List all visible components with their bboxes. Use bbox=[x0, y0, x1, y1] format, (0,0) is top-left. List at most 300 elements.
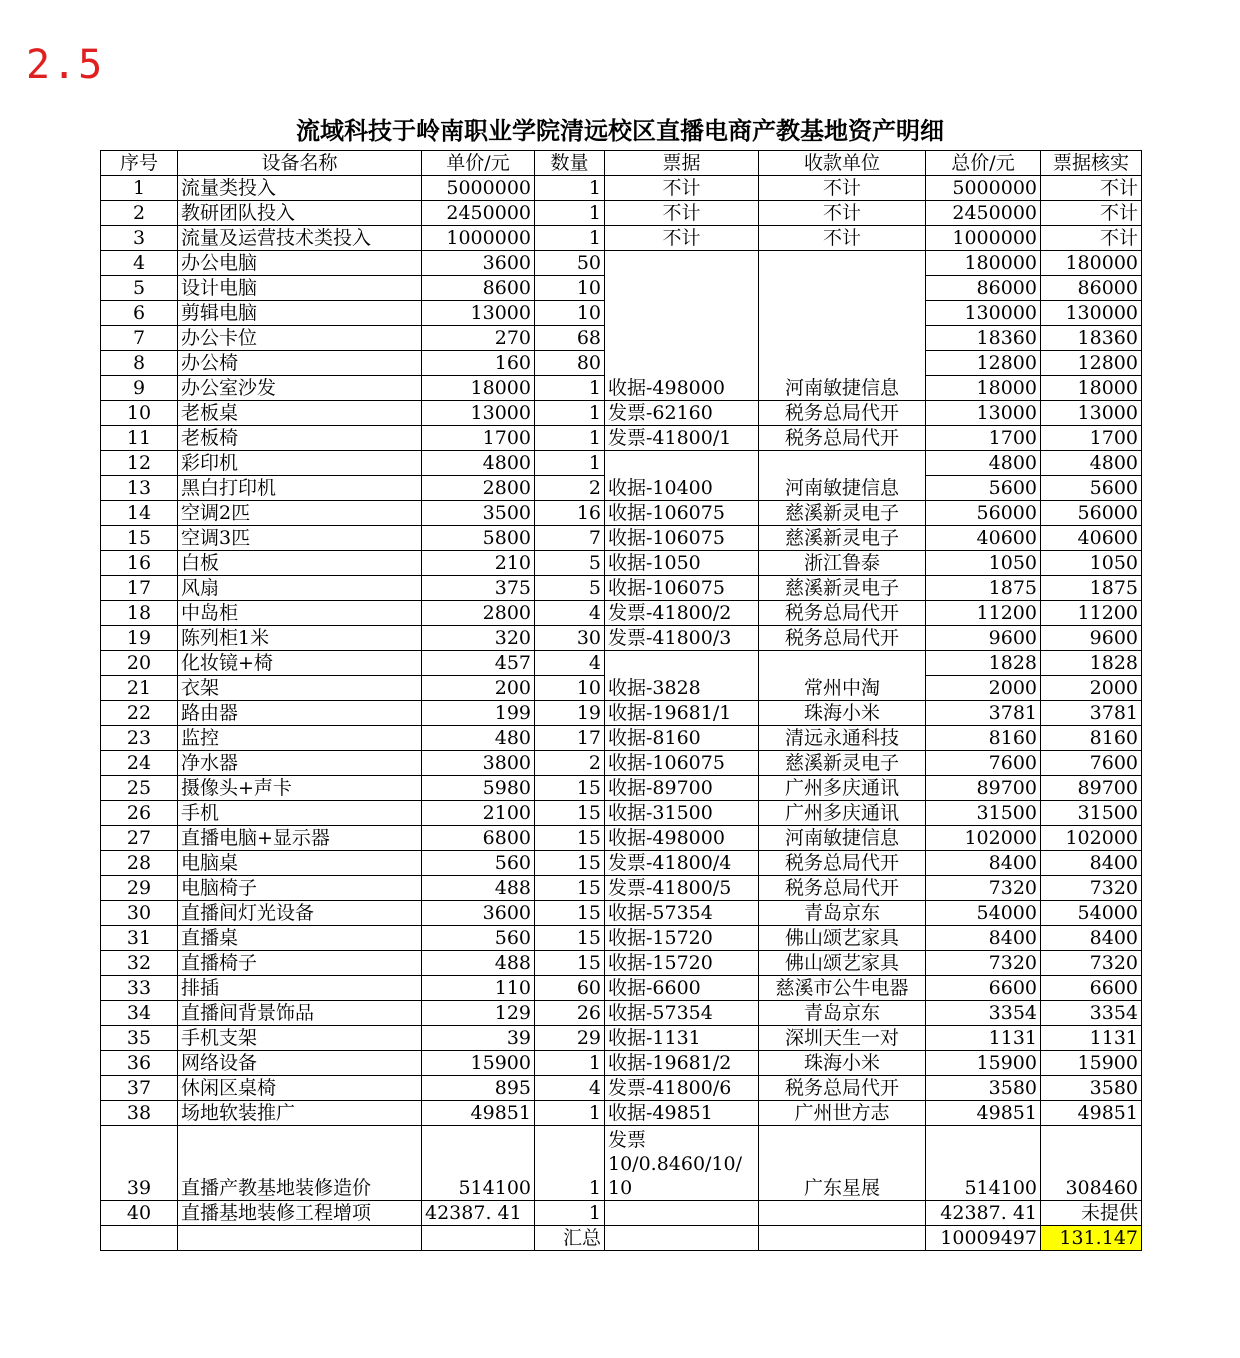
total-price: 1050 bbox=[926, 551, 1041, 576]
receipt-verification: 未提供 bbox=[1041, 1201, 1142, 1226]
quantity: 5 bbox=[535, 576, 605, 601]
payee-cell: 珠海小米 bbox=[759, 1051, 926, 1076]
payee-cell: 慈溪新灵电子 bbox=[759, 501, 926, 526]
equipment-name: 流量类投入 bbox=[178, 176, 422, 201]
row-number: 6 bbox=[101, 301, 178, 326]
quantity: 1 bbox=[535, 1126, 605, 1201]
row-number: 20 bbox=[101, 651, 178, 676]
receipt-cell: 收据-106075 bbox=[605, 576, 759, 601]
equipment-name: 办公椅 bbox=[178, 351, 422, 376]
receipt-cell: 发票-41800/6 bbox=[605, 1076, 759, 1101]
unit-price: 320 bbox=[422, 626, 535, 651]
header-cell: 数量 bbox=[535, 151, 605, 176]
equipment-name: 空调3匹 bbox=[178, 526, 422, 551]
row-number: 18 bbox=[101, 601, 178, 626]
quantity: 15 bbox=[535, 851, 605, 876]
equipment-name: 设计电脑 bbox=[178, 276, 422, 301]
equipment-name: 直播椅子 bbox=[178, 951, 422, 976]
unit-price: 129 bbox=[422, 1001, 535, 1026]
receipt-verification: 12800 bbox=[1041, 351, 1142, 376]
row-number: 9 bbox=[101, 376, 178, 401]
table-row bbox=[101, 1076, 1142, 1101]
row-number: 12 bbox=[101, 451, 178, 476]
unit-price: 6800 bbox=[422, 826, 535, 851]
receipt-verification: 不计 bbox=[1041, 201, 1142, 226]
unit-price: 5800 bbox=[422, 526, 535, 551]
equipment-name: 直播间灯光设备 bbox=[178, 901, 422, 926]
quantity: 5 bbox=[535, 551, 605, 576]
unit-price: 15900 bbox=[422, 1051, 535, 1076]
receipt-cell: 收据-19681/1 bbox=[605, 701, 759, 726]
total-price: 12800 bbox=[926, 351, 1041, 376]
payee-cell: 慈溪新灵电子 bbox=[759, 576, 926, 601]
unit-price: 39 bbox=[422, 1026, 535, 1051]
equipment-name: 网络设备 bbox=[178, 1051, 422, 1076]
total-price: 9600 bbox=[926, 626, 1041, 651]
payee-cell: 清远永通科技 bbox=[759, 726, 926, 751]
unit-price: 560 bbox=[422, 851, 535, 876]
receipt-cell: 收据-15720 bbox=[605, 926, 759, 951]
payee-cell: 深圳天生一对 bbox=[759, 1026, 926, 1051]
total-price: 1000000 bbox=[926, 226, 1041, 251]
quantity: 15 bbox=[535, 926, 605, 951]
quantity: 15 bbox=[535, 901, 605, 926]
equipment-name: 净水器 bbox=[178, 751, 422, 776]
table-row bbox=[101, 751, 1142, 776]
row-number: 33 bbox=[101, 976, 178, 1001]
payee-cell: 河南敏捷信息 bbox=[759, 451, 926, 501]
receipt-verification: 308460 bbox=[1041, 1126, 1142, 1201]
equipment-name: 陈列柜1米 bbox=[178, 626, 422, 651]
equipment-name: 直播电脑+显示器 bbox=[178, 826, 422, 851]
payee-cell: 税务总局代开 bbox=[759, 876, 926, 901]
quantity: 1 bbox=[535, 226, 605, 251]
equipment-name: 办公电脑 bbox=[178, 251, 422, 276]
receipt-verification: 3580 bbox=[1041, 1076, 1142, 1101]
row-number: 25 bbox=[101, 776, 178, 801]
receipt-verification: 3781 bbox=[1041, 701, 1142, 726]
quantity: 1 bbox=[535, 376, 605, 401]
row-number: 14 bbox=[101, 501, 178, 526]
receipt-cell: 收据-498000 bbox=[605, 251, 759, 401]
row-number: 22 bbox=[101, 701, 178, 726]
payee-cell: 税务总局代开 bbox=[759, 626, 926, 651]
unit-price: 210 bbox=[422, 551, 535, 576]
quantity: 1 bbox=[535, 426, 605, 451]
total-price: 11200 bbox=[926, 601, 1041, 626]
quantity: 19 bbox=[535, 701, 605, 726]
unit-price: 3600 bbox=[422, 251, 535, 276]
sheet-title: 流域科技于岭南职业学院清远校区直播电商产教基地资产明细 bbox=[296, 117, 944, 145]
unit-price: 42387. 41 bbox=[422, 1201, 535, 1226]
row-number: 36 bbox=[101, 1051, 178, 1076]
payee-cell: 不计 bbox=[759, 201, 926, 226]
table-row bbox=[101, 426, 1142, 451]
equipment-name: 直播间背景饰品 bbox=[178, 1001, 422, 1026]
equipment-name: 直播产教基地装修造价 bbox=[178, 1126, 422, 1201]
receipt-cell: 发票-41800/3 bbox=[605, 626, 759, 651]
table-row bbox=[101, 1126, 1142, 1201]
unit-price: 270 bbox=[422, 326, 535, 351]
quantity: 15 bbox=[535, 876, 605, 901]
header-cell: 总价/元 bbox=[926, 151, 1041, 176]
table-row bbox=[101, 1201, 1142, 1226]
payee-cell: 广州多庆通讯 bbox=[759, 776, 926, 801]
quantity: 4 bbox=[535, 601, 605, 626]
row-number: 17 bbox=[101, 576, 178, 601]
equipment-name: 剪辑电脑 bbox=[178, 301, 422, 326]
receipt-cell: 收据-1131 bbox=[605, 1026, 759, 1051]
total-price: 2450000 bbox=[926, 201, 1041, 226]
summary-row bbox=[101, 1226, 1142, 1251]
payee-cell: 税务总局代开 bbox=[759, 401, 926, 426]
table-row bbox=[101, 701, 1142, 726]
total-price: 4800 bbox=[926, 451, 1041, 476]
equipment-name: 电脑桌 bbox=[178, 851, 422, 876]
table-row bbox=[101, 826, 1142, 851]
equipment-name: 路由器 bbox=[178, 701, 422, 726]
table-row bbox=[101, 651, 1142, 676]
receipt-cell: 不计 bbox=[605, 201, 759, 226]
equipment-name: 风扇 bbox=[178, 576, 422, 601]
receipt-cell: 收据-19681/2 bbox=[605, 1051, 759, 1076]
receipt-cell: 收据-106075 bbox=[605, 501, 759, 526]
total-price: 31500 bbox=[926, 801, 1041, 826]
equipment-name: 摄像头+声卡 bbox=[178, 776, 422, 801]
quantity: 1 bbox=[535, 451, 605, 476]
unit-price: 1000000 bbox=[422, 226, 535, 251]
table-row bbox=[101, 176, 1142, 201]
unit-price: 488 bbox=[422, 951, 535, 976]
unit-price: 5000000 bbox=[422, 176, 535, 201]
receipt-verification: 8400 bbox=[1041, 926, 1142, 951]
receipt-verification: 40600 bbox=[1041, 526, 1142, 551]
total-price: 56000 bbox=[926, 501, 1041, 526]
unit-price: 49851 bbox=[422, 1101, 535, 1126]
equipment-name: 老板椅 bbox=[178, 426, 422, 451]
receipt-verification: 86000 bbox=[1041, 276, 1142, 301]
row-number: 39 bbox=[101, 1126, 178, 1201]
total-price: 1828 bbox=[926, 651, 1041, 676]
unit-price: 3500 bbox=[422, 501, 535, 526]
receipt-verification: 18360 bbox=[1041, 326, 1142, 351]
unit-price: 514100 bbox=[422, 1126, 535, 1201]
table-row bbox=[101, 851, 1142, 876]
payee-cell: 慈溪新灵电子 bbox=[759, 751, 926, 776]
quantity: 26 bbox=[535, 1001, 605, 1026]
table-row bbox=[101, 201, 1142, 226]
unit-price: 4800 bbox=[422, 451, 535, 476]
receipt-cell bbox=[605, 1126, 759, 1201]
receipt-cell: 不计 bbox=[605, 176, 759, 201]
unit-price: 2100 bbox=[422, 801, 535, 826]
receipt-verification: 89700 bbox=[1041, 776, 1142, 801]
row-number: 8 bbox=[101, 351, 178, 376]
quantity: 30 bbox=[535, 626, 605, 651]
receipt-cell: 收据-8160 bbox=[605, 726, 759, 751]
payee-cell: 佛山颂艺家具 bbox=[759, 951, 926, 976]
total-price: 2000 bbox=[926, 676, 1041, 701]
table-row bbox=[101, 551, 1142, 576]
quantity: 68 bbox=[535, 326, 605, 351]
row-number: 27 bbox=[101, 826, 178, 851]
receipt-cell: 收据-10400 bbox=[605, 451, 759, 501]
row-number: 4 bbox=[101, 251, 178, 276]
receipt-verification: 7320 bbox=[1041, 951, 1142, 976]
total-price: 49851 bbox=[926, 1101, 1041, 1126]
receipt-cell: 收据-106075 bbox=[605, 526, 759, 551]
table-row bbox=[101, 901, 1142, 926]
total-price: 1131 bbox=[926, 1026, 1041, 1051]
row-number: 15 bbox=[101, 526, 178, 551]
table-row bbox=[101, 451, 1142, 476]
equipment-name: 手机 bbox=[178, 801, 422, 826]
payee-cell bbox=[759, 1226, 926, 1251]
table-row bbox=[101, 576, 1142, 601]
row-number: 38 bbox=[101, 1101, 178, 1126]
row-number: 2 bbox=[101, 201, 178, 226]
equipment-name: 衣架 bbox=[178, 676, 422, 701]
table-row bbox=[101, 626, 1142, 651]
receipt-verification: 11200 bbox=[1041, 601, 1142, 626]
total-price: 3580 bbox=[926, 1076, 1041, 1101]
receipt-cell: 发票-62160 bbox=[605, 401, 759, 426]
row-number: 40 bbox=[101, 1201, 178, 1226]
total-price: 89700 bbox=[926, 776, 1041, 801]
header-row bbox=[101, 151, 1142, 176]
equipment-name: 黑白打印机 bbox=[178, 476, 422, 501]
equipment-name: 老板桌 bbox=[178, 401, 422, 426]
payee-cell: 税务总局代开 bbox=[759, 426, 926, 451]
total-price: 54000 bbox=[926, 901, 1041, 926]
row-number: 31 bbox=[101, 926, 178, 951]
payee-cell: 河南敏捷信息 bbox=[759, 826, 926, 851]
receipt-line: 10/0.8460/10/ bbox=[608, 1153, 743, 1175]
quantity: 10 bbox=[535, 676, 605, 701]
receipt-cell: 收据-89700 bbox=[605, 776, 759, 801]
summary-total: 10009497 bbox=[926, 1226, 1041, 1251]
receipt-verification: 1828 bbox=[1041, 651, 1142, 676]
total-price: 8400 bbox=[926, 926, 1041, 951]
receipt-verification: 56000 bbox=[1041, 501, 1142, 526]
payee-cell: 珠海小米 bbox=[759, 701, 926, 726]
receipt-cell: 收据-498000 bbox=[605, 826, 759, 851]
table-row bbox=[101, 776, 1142, 801]
receipt-cell: 发票-41800/4 bbox=[605, 851, 759, 876]
total-price: 3781 bbox=[926, 701, 1041, 726]
receipt-cell: 发票-41800/5 bbox=[605, 876, 759, 901]
payee-cell bbox=[759, 1201, 926, 1226]
payee-cell: 佛山颂艺家具 bbox=[759, 926, 926, 951]
receipt-line: 10 bbox=[608, 1177, 633, 1199]
quantity: 15 bbox=[535, 801, 605, 826]
header-cell: 单价/元 bbox=[422, 151, 535, 176]
payee-cell: 广东星展 bbox=[759, 1126, 926, 1201]
total-price: 18360 bbox=[926, 326, 1041, 351]
table-row bbox=[101, 526, 1142, 551]
quantity: 15 bbox=[535, 826, 605, 851]
receipt-cell bbox=[605, 1201, 759, 1226]
equipment-name: 彩印机 bbox=[178, 451, 422, 476]
receipt-verification: 1875 bbox=[1041, 576, 1142, 601]
unit-price: 2450000 bbox=[422, 201, 535, 226]
payee-cell: 青岛京东 bbox=[759, 901, 926, 926]
quantity: 29 bbox=[535, 1026, 605, 1051]
payee-cell: 不计 bbox=[759, 176, 926, 201]
table-row bbox=[101, 801, 1142, 826]
row-number: 5 bbox=[101, 276, 178, 301]
equipment-name: 场地软装推广 bbox=[178, 1101, 422, 1126]
total-price: 13000 bbox=[926, 401, 1041, 426]
receipt-verification: 不计 bbox=[1041, 226, 1142, 251]
equipment-name bbox=[178, 1226, 422, 1251]
receipt-verification: 1050 bbox=[1041, 551, 1142, 576]
unit-price: 8600 bbox=[422, 276, 535, 301]
total-price: 3354 bbox=[926, 1001, 1041, 1026]
total-price: 7600 bbox=[926, 751, 1041, 776]
quantity: 17 bbox=[535, 726, 605, 751]
quantity: 1 bbox=[535, 201, 605, 226]
receipt-cell: 收据-49851 bbox=[605, 1101, 759, 1126]
table-row bbox=[101, 251, 1142, 276]
total-price: 5000000 bbox=[926, 176, 1041, 201]
total-price: 8400 bbox=[926, 851, 1041, 876]
equipment-name: 教研团队投入 bbox=[178, 201, 422, 226]
unit-price: 160 bbox=[422, 351, 535, 376]
receipt-verification: 7320 bbox=[1041, 876, 1142, 901]
receipt-verification: 13000 bbox=[1041, 401, 1142, 426]
row-number: 3 bbox=[101, 226, 178, 251]
unit-price: 200 bbox=[422, 676, 535, 701]
equipment-name: 办公卡位 bbox=[178, 326, 422, 351]
table-row bbox=[101, 601, 1142, 626]
row-number: 23 bbox=[101, 726, 178, 751]
receipt-verification: 不计 bbox=[1041, 176, 1142, 201]
total-price: 6600 bbox=[926, 976, 1041, 1001]
unit-price: 3800 bbox=[422, 751, 535, 776]
row-number: 28 bbox=[101, 851, 178, 876]
equipment-name: 空调2匹 bbox=[178, 501, 422, 526]
payee-cell: 广州多庆通讯 bbox=[759, 801, 926, 826]
table-row bbox=[101, 1101, 1142, 1126]
row-number: 10 bbox=[101, 401, 178, 426]
equipment-name: 休闲区桌椅 bbox=[178, 1076, 422, 1101]
row-number: 34 bbox=[101, 1001, 178, 1026]
receipt-line: 发票 bbox=[608, 1129, 647, 1151]
payee-cell: 慈溪市公牛电器 bbox=[759, 976, 926, 1001]
quantity: 60 bbox=[535, 976, 605, 1001]
receipt-verification: 15900 bbox=[1041, 1051, 1142, 1076]
table-row bbox=[101, 501, 1142, 526]
receipt-verification: 180000 bbox=[1041, 251, 1142, 276]
equipment-name: 电脑椅子 bbox=[178, 876, 422, 901]
header-cell: 设备名称 bbox=[178, 151, 422, 176]
total-price: 130000 bbox=[926, 301, 1041, 326]
unit-price: 2800 bbox=[422, 476, 535, 501]
unit-price: 480 bbox=[422, 726, 535, 751]
unit-price: 2800 bbox=[422, 601, 535, 626]
payee-cell: 常州中淘 bbox=[759, 651, 926, 701]
quantity: 50 bbox=[535, 251, 605, 276]
quantity: 15 bbox=[535, 951, 605, 976]
quantity: 1 bbox=[535, 1101, 605, 1126]
payee-cell: 税务总局代开 bbox=[759, 1076, 926, 1101]
equipment-name: 流量及运营技术类投入 bbox=[178, 226, 422, 251]
equipment-name: 中岛柜 bbox=[178, 601, 422, 626]
total-price: 8160 bbox=[926, 726, 1041, 751]
total-price: 42387. 41 bbox=[926, 1201, 1041, 1226]
quantity: 7 bbox=[535, 526, 605, 551]
receipt-cell: 收据-1050 bbox=[605, 551, 759, 576]
unit-price: 3600 bbox=[422, 901, 535, 926]
summary-verification: 131.147 bbox=[1041, 1226, 1142, 1251]
receipt-verification: 18000 bbox=[1041, 376, 1142, 401]
row-number bbox=[101, 1226, 178, 1251]
row-number: 19 bbox=[101, 626, 178, 651]
quantity: 16 bbox=[535, 501, 605, 526]
quantity: 2 bbox=[535, 751, 605, 776]
unit-price: 199 bbox=[422, 701, 535, 726]
quantity: 1 bbox=[535, 1201, 605, 1226]
receipt-verification: 31500 bbox=[1041, 801, 1142, 826]
row-number: 35 bbox=[101, 1026, 178, 1051]
payee-cell: 慈溪新灵电子 bbox=[759, 526, 926, 551]
quantity: 4 bbox=[535, 1076, 605, 1101]
payee-cell: 税务总局代开 bbox=[759, 601, 926, 626]
total-price: 514100 bbox=[926, 1126, 1041, 1201]
table-row bbox=[101, 1026, 1142, 1051]
header-cell: 序号 bbox=[101, 151, 178, 176]
quantity: 1 bbox=[535, 176, 605, 201]
receipt-cell: 收据-6600 bbox=[605, 976, 759, 1001]
row-number: 7 bbox=[101, 326, 178, 351]
receipt-verification: 8160 bbox=[1041, 726, 1142, 751]
receipt-verification: 3354 bbox=[1041, 1001, 1142, 1026]
payee-cell: 青岛京东 bbox=[759, 1001, 926, 1026]
receipt-verification: 5600 bbox=[1041, 476, 1142, 501]
total-price: 86000 bbox=[926, 276, 1041, 301]
equipment-name: 化妆镜+椅 bbox=[178, 651, 422, 676]
equipment-name: 监控 bbox=[178, 726, 422, 751]
quantity: 4 bbox=[535, 651, 605, 676]
equipment-name: 手机支架 bbox=[178, 1026, 422, 1051]
unit-price: 110 bbox=[422, 976, 535, 1001]
receipt-verification: 49851 bbox=[1041, 1101, 1142, 1126]
table-row bbox=[101, 926, 1142, 951]
total-price: 1700 bbox=[926, 426, 1041, 451]
receipt-verification: 2000 bbox=[1041, 676, 1142, 701]
receipt-verification: 1700 bbox=[1041, 426, 1142, 451]
payee-cell: 广州世方志 bbox=[759, 1101, 926, 1126]
total-price: 7320 bbox=[926, 876, 1041, 901]
equipment-name: 白板 bbox=[178, 551, 422, 576]
total-price: 5600 bbox=[926, 476, 1041, 501]
row-number: 11 bbox=[101, 426, 178, 451]
receipt-cell: 收据-57354 bbox=[605, 1001, 759, 1026]
receipt-verification: 6600 bbox=[1041, 976, 1142, 1001]
row-number: 26 bbox=[101, 801, 178, 826]
quantity: 10 bbox=[535, 276, 605, 301]
payee-cell: 浙江鲁泰 bbox=[759, 551, 926, 576]
unit-price: 5980 bbox=[422, 776, 535, 801]
receipt-cell: 收据-3828 bbox=[605, 651, 759, 701]
total-price: 180000 bbox=[926, 251, 1041, 276]
table-row bbox=[101, 726, 1142, 751]
receipt-verification: 7600 bbox=[1041, 751, 1142, 776]
equipment-name: 办公室沙发 bbox=[178, 376, 422, 401]
total-price: 18000 bbox=[926, 376, 1041, 401]
row-number: 32 bbox=[101, 951, 178, 976]
